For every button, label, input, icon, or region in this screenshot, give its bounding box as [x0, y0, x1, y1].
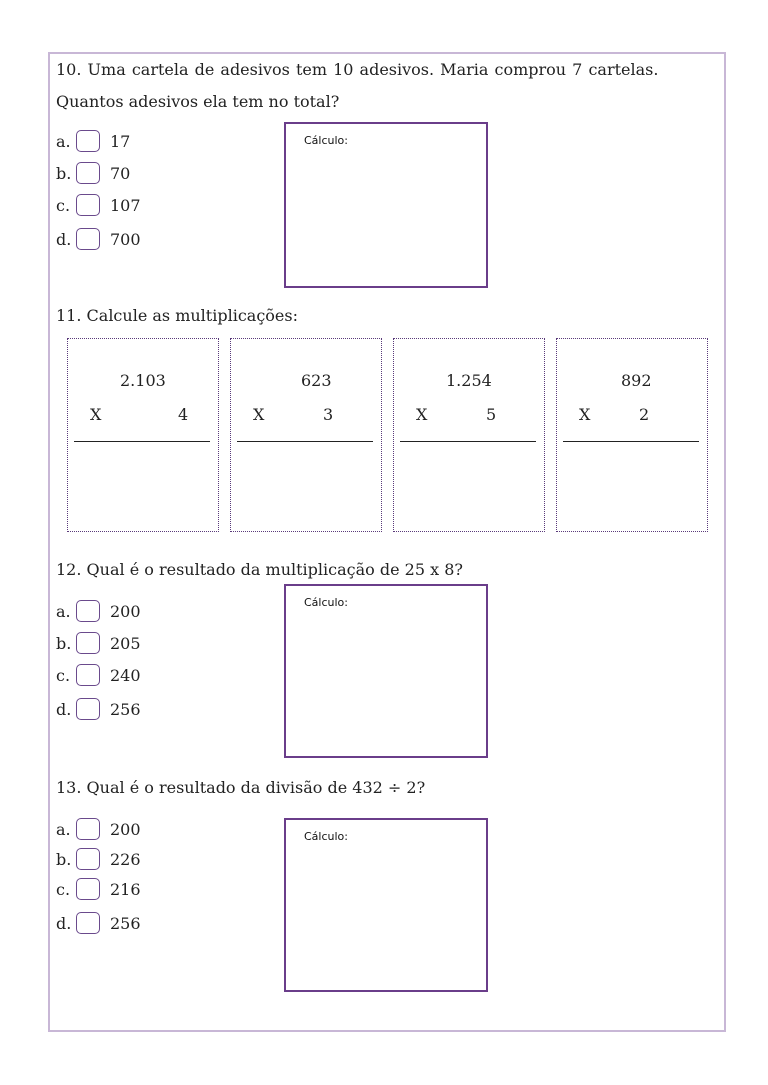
option-value: 107 — [110, 195, 141, 215]
q12-option-b[interactable] — [56, 630, 141, 656]
multiplication-box-1[interactable] — [67, 338, 219, 532]
times-sign: X — [416, 405, 428, 424]
option-letter: a. — [56, 601, 71, 621]
option-value: 200 — [110, 601, 141, 621]
answer-checkbox[interactable] — [76, 632, 100, 654]
result-line — [563, 441, 699, 442]
multiplication-box-3[interactable] — [393, 338, 545, 532]
answer-checkbox[interactable] — [76, 162, 100, 184]
multiplication-box-2[interactable] — [230, 338, 382, 532]
times-sign: X — [579, 405, 591, 424]
answer-checkbox[interactable] — [76, 664, 100, 686]
multiplicand: 623 — [301, 371, 332, 390]
q13-option-a[interactable] — [56, 816, 141, 842]
option-value: 256 — [110, 913, 141, 933]
times-sign: X — [253, 405, 265, 424]
q13-option-d[interactable] — [56, 910, 141, 936]
q13-option-c[interactable] — [56, 876, 141, 902]
option-letter: b. — [56, 633, 72, 653]
q13-calc-box[interactable] — [284, 818, 488, 992]
q12-option-c[interactable] — [56, 662, 141, 688]
q12-option-d[interactable] — [56, 696, 141, 722]
q10-calc-box[interactable] — [284, 122, 488, 288]
answer-checkbox[interactable] — [76, 818, 100, 840]
multiplicand: 1.254 — [446, 371, 492, 390]
q12-calc-box[interactable] — [284, 584, 488, 758]
q13-title: 13. Qual é o resultado da divisão de 432 ÷ 2? — [56, 778, 426, 797]
answer-checkbox[interactable] — [76, 848, 100, 870]
q10-option-a[interactable] — [56, 128, 130, 154]
result-line — [74, 441, 210, 442]
result-line — [237, 441, 373, 442]
option-letter: c. — [56, 665, 71, 685]
option-value: 205 — [110, 633, 141, 653]
multiplicand: 2.103 — [120, 371, 166, 390]
q10-option-d[interactable] — [56, 226, 141, 252]
multiplication-box-4[interactable] — [556, 338, 708, 532]
q11-title: 11. Calcule as multiplicações: — [56, 306, 298, 325]
answer-checkbox[interactable] — [76, 194, 100, 216]
option-letter: a. — [56, 819, 71, 839]
calc-label: Cálculo: — [304, 596, 348, 609]
option-letter: c. — [56, 195, 71, 215]
calc-label: Cálculo: — [304, 830, 348, 843]
option-value: 240 — [110, 665, 141, 685]
option-letter: d. — [56, 699, 72, 719]
q13-option-b[interactable] — [56, 846, 141, 872]
q12-title: 12. Qual é o resultado da multiplicação de 25 x 8? — [56, 560, 463, 579]
option-letter: d. — [56, 229, 72, 249]
option-value: 256 — [110, 699, 141, 719]
multiplier: 2 — [639, 405, 650, 424]
option-value: 17 — [110, 131, 131, 151]
q10-text-line1: 10. Uma cartela de adesivos tem 10 adesivos. Maria comprou 7 cartelas. — [56, 60, 659, 79]
q10-option-b[interactable] — [56, 160, 130, 186]
answer-checkbox[interactable] — [76, 698, 100, 720]
option-value: 226 — [110, 849, 141, 869]
answer-checkbox[interactable] — [76, 878, 100, 900]
q10-option-c[interactable] — [56, 192, 141, 218]
option-value: 700 — [110, 229, 141, 249]
option-value: 216 — [110, 879, 141, 899]
times-sign: X — [90, 405, 102, 424]
option-letter: d. — [56, 913, 72, 933]
answer-checkbox[interactable] — [76, 600, 100, 622]
q12-option-a[interactable] — [56, 598, 141, 624]
multiplier: 4 — [178, 405, 189, 424]
answer-checkbox[interactable] — [76, 228, 100, 250]
answer-checkbox[interactable] — [76, 130, 100, 152]
option-letter: a. — [56, 131, 71, 151]
option-letter: b. — [56, 849, 72, 869]
worksheet-page — [48, 52, 726, 1032]
option-value: 200 — [110, 819, 141, 839]
option-letter: c. — [56, 879, 71, 899]
multiplicand: 892 — [621, 371, 652, 390]
q10-text-line2: Quantos adesivos ela tem no total? — [56, 92, 340, 111]
option-value: 70 — [110, 163, 131, 183]
multiplier: 3 — [323, 405, 334, 424]
answer-checkbox[interactable] — [76, 912, 100, 934]
multiplier: 5 — [486, 405, 497, 424]
option-letter: b. — [56, 163, 72, 183]
calc-label: Cálculo: — [304, 134, 348, 147]
result-line — [400, 441, 536, 442]
